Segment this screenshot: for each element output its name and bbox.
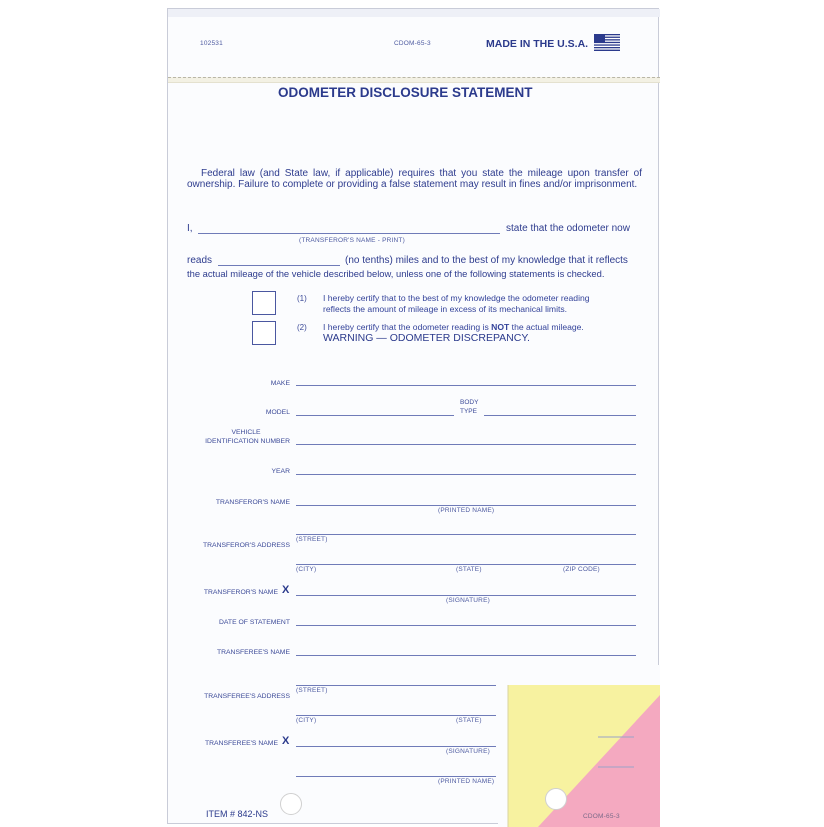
date-line[interactable] [296,625,636,626]
carbon-copy-overlay-graphic [498,665,660,827]
transferor-zip-caption: (ZIP CODE) [563,566,600,573]
transferee-printed-line[interactable] [296,776,496,777]
transferee-printed-caption: (PRINTED NAME) [438,778,495,785]
carbon-copy-overlay [498,665,660,827]
option1-number: (1) [297,294,307,303]
perforation-line [168,77,660,83]
option2-text-bold: NOT [491,322,510,332]
body-type-label-2: TYPE [460,408,477,415]
date-label: DATE OF STATEMENT [219,619,290,626]
transferor-sig-label: TRANSFEROR'S NAME [203,589,278,596]
vin-label-1: VEHICLE [231,429,261,436]
transferor-street-line[interactable] [296,534,636,535]
made-in-usa: MADE IN THE U.S.A. [486,38,589,50]
form-code: CDOM-65-3 [394,40,431,47]
punch-hole-right [545,788,567,810]
option2-text [323,322,584,332]
line2-continuation: the actual mileage of the vehicle described below, unless one of the following statements is checked. [187,268,605,279]
option1-checkbox[interactable] [252,291,276,315]
option2-checkbox[interactable] [252,321,276,345]
transferor-address-label: TRANSFEROR'S ADDRESS [202,542,290,549]
intro-paragraph: Federal law (and State law, if applicable) requires that you state the mileage upon transfer of ownership. Failure to complete or providing a false statement may result in fines and/or imprisonment. [187,168,642,190]
punch-hole-left [280,793,302,815]
form-id: 102531 [200,40,223,47]
mileage-line[interactable] [218,265,340,266]
year-line[interactable] [296,474,636,475]
option2-text-pre: I hereby certify that the odometer reading is [323,322,492,332]
line1-prefix: I, [187,223,193,234]
transferor-x-mark: X [282,584,290,596]
us-flag-icon [594,34,620,51]
transferor-signature-caption: (SIGNATURE) [446,597,490,604]
transferor-printed-caption: (PRINTED NAME) [438,507,495,514]
transferee-city-line[interactable] [296,715,496,716]
transferee-name-line[interactable] [296,655,636,656]
vin-label-2: IDENTIFICATION NUMBER [205,438,290,445]
transferor-print-name-line[interactable] [198,233,500,234]
body-type-line[interactable] [484,415,636,416]
transferor-city-caption: (CITY) [296,566,317,573]
option2-warning: WARNING — ODOMETER DISCREPANCY. [323,332,530,344]
line1-suffix: state that the odometer now [506,223,630,234]
form-title: ODOMETER DISCLOSURE STATEMENT [278,85,533,100]
transferee-city-caption: (CITY) [296,717,317,724]
transferor-name-label: TRANSFEROR'S NAME [215,499,290,506]
line1-caption: (TRANSFEROR'S NAME - PRINT) [299,237,405,244]
line2-prefix: reads [187,255,213,266]
vin-line[interactable] [296,444,636,445]
option2-number: (2) [297,323,307,332]
model-label: MODEL [265,409,290,416]
model-line[interactable] [296,415,454,416]
year-label: YEAR [271,468,290,475]
transferee-street-caption: (STREET) [296,687,328,694]
transferor-street-caption: (STREET) [296,536,328,543]
make-line[interactable] [296,385,636,386]
option1-text-b: reflects the amount of mileage in excess of its mechanical limits. [323,304,568,314]
transferor-state-caption: (STATE) [456,566,482,573]
option1-text-a: I hereby certify that to the best of my knowledge the odometer reading [323,293,590,303]
transferee-street-line[interactable] [296,685,496,686]
make-label: MAKE [270,380,290,387]
transferee-address-label: TRANSFEREE'S ADDRESS [204,693,290,700]
transferee-signature-line[interactable] [296,746,496,747]
top-edge [168,9,660,17]
item-number: ITEM # 842-NS [206,809,269,819]
transferor-name-line[interactable] [296,505,636,506]
transferee-name-label: TRANSFEREE'S NAME [216,649,290,656]
line2-middle: (no tenths) miles and to the best of my knowledge that it reflects [345,255,628,266]
transferor-city-line[interactable] [296,564,636,565]
body-type-label-1: BODY [460,399,479,406]
transferor-signature-line[interactable] [296,595,636,596]
transferee-sig-label: TRANSFEREE'S NAME [204,740,278,747]
transferee-x-mark: X [282,735,290,747]
transferee-signature-caption: (SIGNATURE) [446,748,490,755]
transferee-state-caption: (STATE) [456,717,482,724]
option2-text-post: the actual mileage. [509,322,584,332]
copy-footer-code: CDOM-65-3 [583,813,620,820]
